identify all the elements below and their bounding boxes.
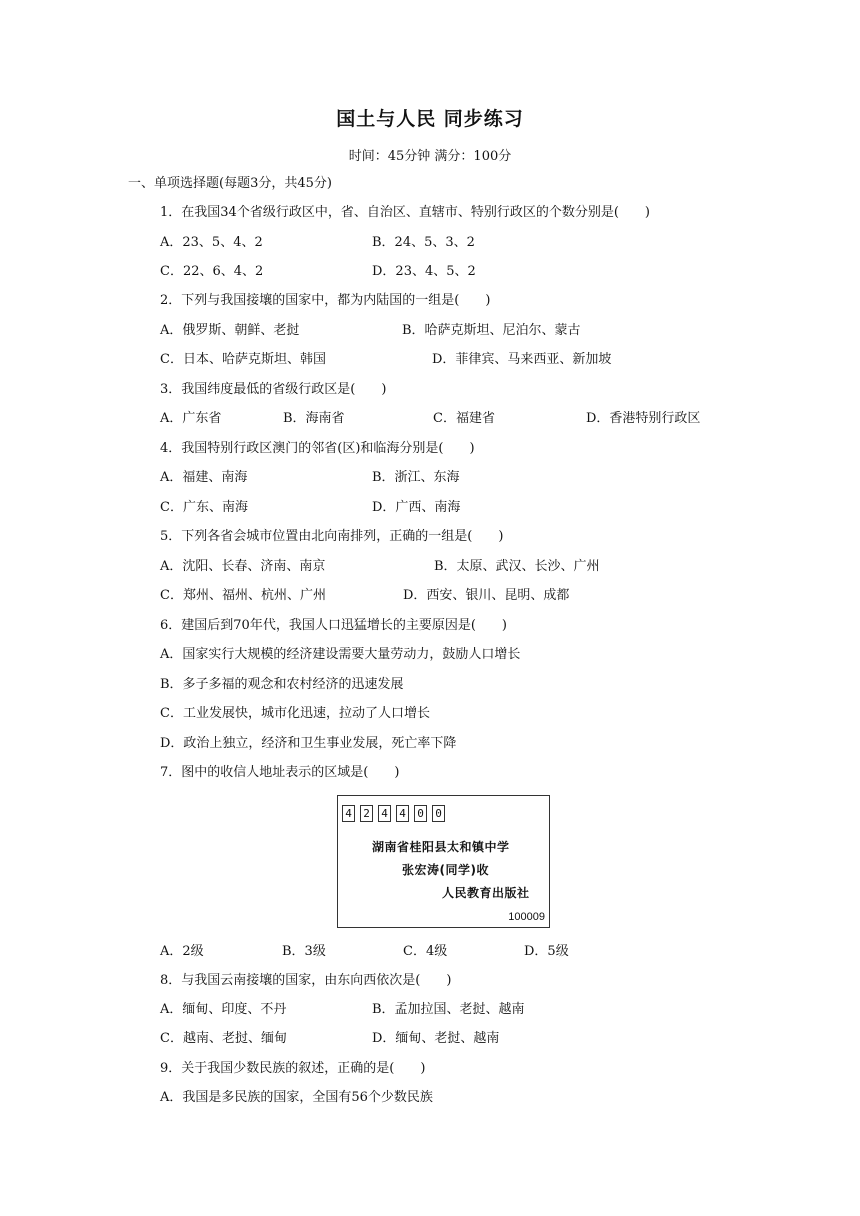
question-5-option-c: C．郑州、福州、杭州、广州 [160,588,326,603]
question-5-stem: 5．下列各省会城市位置由北向南排列，正确的一组是( ) [160,529,504,544]
question-6-option-b: B．多子多福的观念和农村经济的迅速发展 [160,677,404,692]
question-2-option-a: A．俄罗斯、朝鲜、老挝 [160,323,300,338]
question-2-option-c: C．日本、哈萨克斯坦、韩国 [160,352,326,367]
question-1-option-a: A．23、5、4、2 [160,235,263,250]
question-6-option-c: C．工业发展快，城市化迅速，拉动了人口增长 [160,706,430,721]
question-4-stem: 4．我国特别行政区澳门的邻省(区)和临海分别是( ) [160,441,475,456]
question-6-option-a: A．国家实行大规模的经济建设需要大量劳动力，鼓励人口增长 [160,647,521,662]
question-4-option-c: C．广东、南海 [160,500,248,515]
question-8-option-c: C．越南、老挝、缅甸 [160,1031,287,1046]
question-2-option-b: B．哈萨克斯坦、尼泊尔、蒙古 [402,323,581,338]
question-3-option-d: D．香港特别行政区 [586,411,701,426]
question-6-stem: 6．建国后到70年代，我国人口迅猛增长的主要原因是( ) [160,618,507,633]
question-5-option-b: B．太原、武汉、长沙、广州 [434,559,600,574]
question-9-stem: 9．关于我国少数民族的叙述，正确的是( ) [160,1061,426,1076]
question-8-option-d: D．缅甸、老挝、越南 [372,1031,500,1046]
question-4-option-b: B．浙江、东海 [372,470,460,485]
question-3-option-c: C．福建省 [433,411,495,426]
question-1-stem: 1．在我国34个省级行政区中，省、自治区、直辖市、特别行政区的个数分别是( ) [160,205,650,220]
time-score-info: 时间：45分钟 满分：100分 [348,149,512,164]
zip-digit-box: 0 [414,805,427,822]
question-9-option-a: A．我国是多民族的国家，全国有56个少数民族 [160,1090,433,1105]
question-4-option-a: A．福建、南海 [160,470,248,485]
zip-digit-box: 4 [378,805,391,822]
question-1-option-d: D．23、4、5、2 [372,264,476,279]
question-1-option-c: C．22、6、4、2 [160,264,264,279]
zip-digit-box: 4 [396,805,409,822]
question-7-option-d: D．5级 [524,944,569,959]
question-3-option-a: A．广东省 [160,411,222,426]
question-5-option-d: D．西安、银川、昆明、成都 [403,588,570,603]
question-2-stem: 2．下列与我国接壤的国家中，都为内陆国的一组是( ) [160,293,491,308]
section-heading: 一、单项选择题(每题3分，共45分) [128,176,332,191]
question-7-option-c: C．4级 [403,944,448,959]
question-8-option-b: B．孟加拉国、老挝、越南 [372,1002,525,1017]
recipient-zip-boxes [342,805,445,822]
question-7-option-b: B．3级 [282,944,326,959]
question-1-option-b: B．24、5、3、2 [372,235,475,250]
sender-zip: 100009 [508,911,545,923]
question-7-stem: 7．图中的收信人地址表示的区域是( ) [160,765,400,780]
question-7-option-a: A．2级 [160,944,204,959]
question-8-stem: 8．与我国云南接壤的国家，由东向西依次是( ) [160,973,452,988]
question-6-option-d: D．政治上独立，经济和卫生事业发展，死亡率下降 [160,736,457,751]
question-3-stem: 3．我国纬度最低的省级行政区是( ) [160,382,387,397]
question-5-option-a: A．沈阳、长春、济南、南京 [160,559,326,574]
envelope-image [337,795,550,928]
question-4-option-d: D．广西、南海 [372,500,461,515]
page-title: 国土与人民 同步练习 [336,108,524,130]
recipient-address: 湖南省桂阳县太和镇中学 [372,840,510,854]
zip-digit-box: 0 [432,805,445,822]
sender-address: 人民教育出版社 [442,886,530,900]
zip-digit-box: 2 [360,805,373,822]
zip-digit-box: 4 [342,805,355,822]
question-8-option-a: A．缅甸、印度、不丹 [160,1002,287,1017]
recipient-name: 张宏涛(同学)收 [402,863,489,877]
question-2-option-d: D．菲律宾、马来西亚、新加坡 [432,352,612,367]
question-3-option-b: B．海南省 [283,411,345,426]
